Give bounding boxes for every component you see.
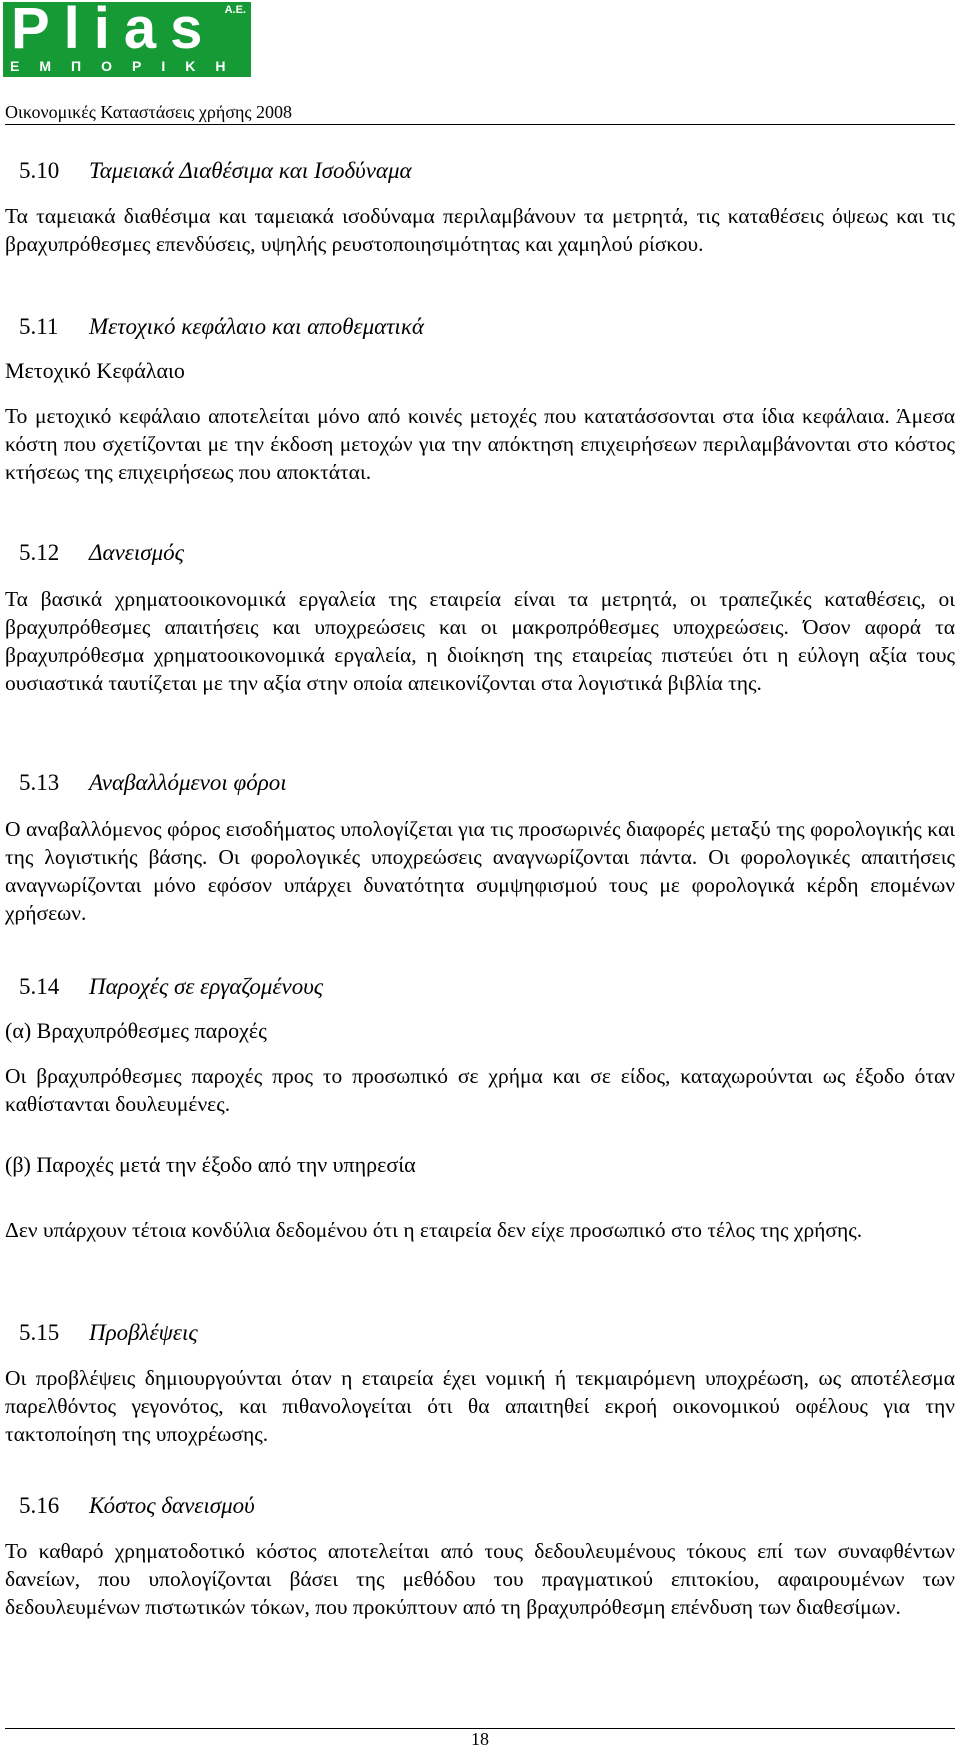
section-heading-5-15 — [19, 1320, 198, 1346]
section-heading-5-16 — [19, 1493, 255, 1519]
paragraph-5-14-a: Οι βραχυπρόθεσμες παροχές προς το προσωπικό σε χρήμα και σε είδος, καταχωρούνται ως έξοδο όταν καθίστανται δουλευμένες. — [5, 1064, 955, 1116]
section-heading-5-11 — [19, 314, 424, 340]
section-title: Αναβαλλόμενοι φόροι — [89, 770, 287, 795]
section-title: Παροχές σε εργαζομένους — [89, 974, 324, 999]
section-number: 5.16 — [19, 1493, 60, 1518]
paragraph-5-15: Οι προβλέψεις δημιουργούνται όταν η εταιρεία έχει νομική ή τεκμαιρόμενη υποχρέωση, ως αποτέλεσμα παρελθόντος γεγονότος, και πιθανολογείται ότι θα απαιτηθεί εκροή οικονομικού οφέλους για την τακτοποίηση της υποχρέωσης. — [5, 1366, 955, 1446]
section-number: 5.15 — [19, 1320, 60, 1345]
page-number: 18 — [471, 1729, 489, 1749]
subheading-share-capital: Μετοχικό Κεφάλαιο — [5, 358, 185, 383]
paragraph-5-13: Ο αναβαλλόμενος φόρος εισοδήματος υπολογίζεται για τις προσωρινές διαφορές μεταξύ της φορολογικής και της λογιστικής βάσης. Οι φορολογικές υποχρεώσεις αναγνωρίζονται πάντα. Οι φορολογικές απαιτήσεις αναγνωρίζονται μόνο εφόσον υπάρχει δυνατότητα συμψηφισμού τους με φορολογικά κέρδη επομένων χρήσεων. — [5, 817, 955, 925]
company-logo — [3, 2, 251, 77]
section-title: Ταμειακά Διαθέσιμα και Ισοδύναμα — [89, 158, 412, 183]
logo-suffix: A.E. — [224, 4, 246, 16]
paragraph-5-16: Το καθαρό χρηματοδοτικό κόστος αποτελείται από τους δεδουλευμένους τόκους επί των συναφθέντων δανείων, που υπολογίζονται βάσει της μεθόδου του πραγματικού επιτοκίου, αφαιρουμένων των δεδουλευμένων πιστωτικών τόκων, που προκύπτουν από τη βραχυπρόθεσμη επένδυση των διαθεσίμων. — [5, 1539, 955, 1619]
section-number: 5.13 — [19, 770, 60, 795]
document-header-title: Οικονομικές Καταστάσεις χρήσης 2008 — [5, 102, 293, 122]
section-heading-5-13 — [19, 770, 287, 796]
section-number: 5.10 — [19, 158, 60, 183]
section-number: 5.12 — [19, 540, 60, 565]
section-heading-5-10 — [19, 158, 412, 184]
paragraph-5-12: Τα βασικά χρηματοοικονομικά εργαλεία της εταιρεία είναι τα μετρητά, οι τραπεζικές καταθέσεις, οι βραχυπρόθεσμες απαιτήσεις και υποχρεώσεις και οι μακροπρόθεσμες υποχρεώσεις. Όσον αφορά τα βραχυπρόθεσμα χρηματοοικονομικά εργαλεία, η διοίκηση της εταιρείας πιστεύει ότι η εύλογη αξία τους ουσιαστικά ταυτίζεται με την αξία στην οποία απεικονίζονται στα λογιστικά βιβλία της. — [5, 587, 955, 695]
section-title: Προβλέψεις — [89, 1320, 198, 1345]
section-title: Κόστος δανεισμού — [89, 1493, 255, 1518]
subheading-post-employment-benefits: (β) Παροχές μετά την έξοδο από την υπηρεσία — [5, 1152, 416, 1177]
section-title: Μετοχικό κεφάλαιο και αποθεματικά — [89, 314, 424, 339]
paragraph-5-11: Το μετοχικό κεφάλαιο αποτελείται μόνο από κοινές μετοχές που κατατάσσονται στα ίδια κεφάλαια. Άμεσα κόστη που σχετίζονται με την έκδοση μετοχών για την απόκτηση επιχειρήσεων περιλαμβάνονται στο κόστος κτήσεως της επιχειρήσεως που αποκτάται. — [5, 404, 955, 484]
header-divider — [5, 124, 955, 125]
section-number: 5.11 — [19, 314, 59, 339]
subheading-short-term-benefits: (α) Βραχυπρόθεσμες παροχές — [5, 1018, 267, 1043]
paragraph-5-14-b: Δεν υπάρχουν τέτοια κονδύλια δεδομένου ότι η εταιρεία δεν είχε προσωπικό στο τέλος της χρήσης. — [5, 1218, 863, 1242]
logo-subtitle: ΕΜΠΟΡΙΚΗ — [10, 58, 246, 74]
logo-wordmark: Plias — [11, 2, 217, 61]
section-heading-5-14 — [19, 974, 323, 1000]
paragraph-5-10: Τα ταμειακά διαθέσιμα και ταμειακά ισοδύναμα περιλαμβάνουν τα μετρητά, τις καταθέσεις όψεως και τις βραχυπρόθεσμες επενδύσεις, υψηλής ρευστοποιησιμότητας και χαμηλού ρίσκου. — [5, 204, 955, 256]
section-number: 5.14 — [19, 974, 60, 999]
section-heading-5-12 — [19, 540, 184, 566]
section-title: Δανεισμός — [89, 540, 184, 565]
